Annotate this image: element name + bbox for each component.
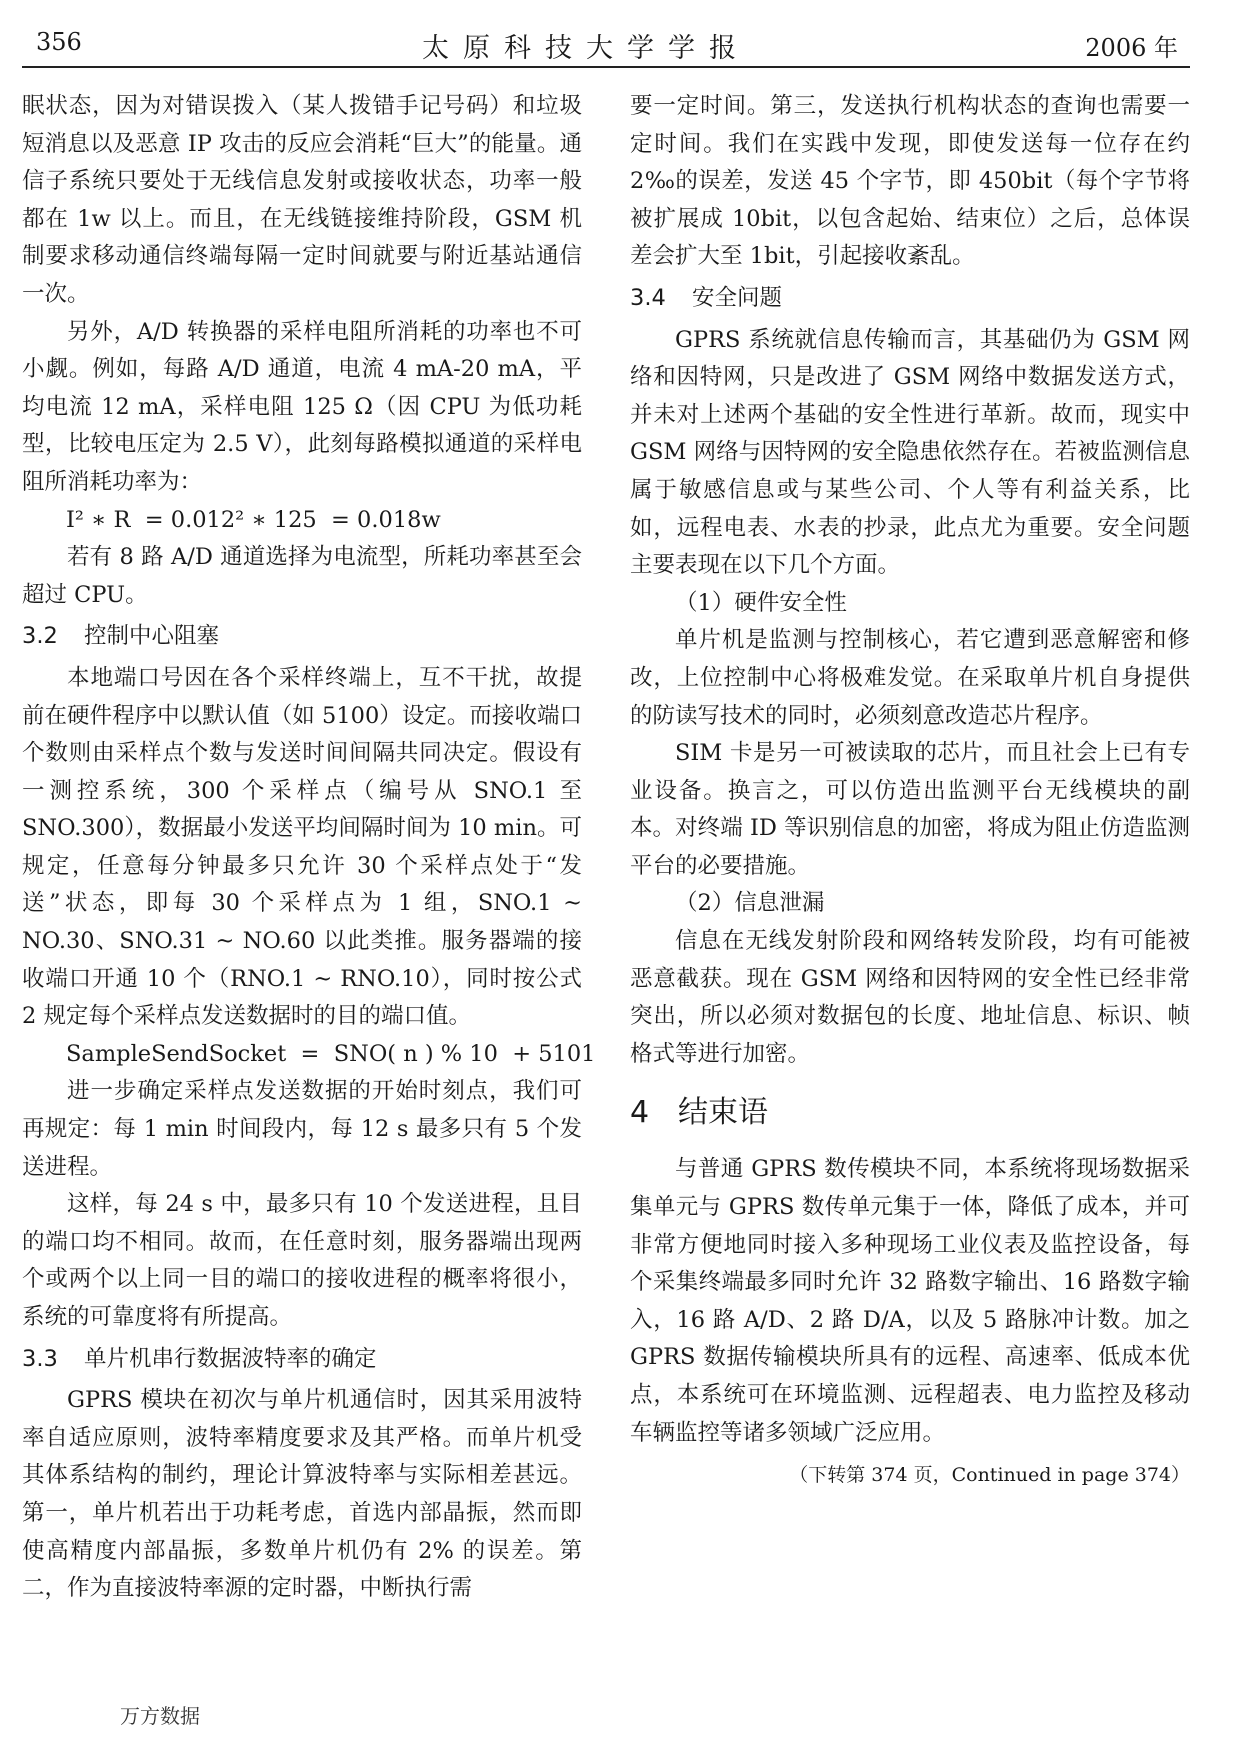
paragraph: 另外，A/D 转换器的采样电阻所消耗的功率也不可小觑。例如，每路 A/D 通道，电流 4 mA-20 mA，平均电流 12 mA，采样电阻 125 Ω（因 CPU 为低功耗型，比较电压定为 2.5 V），此刻每路模拟通道的采样电阻所消耗功率为： <box>22 318 582 495</box>
paragraph: 若有 8 路 A/D 通道选择为电流型，所耗功率甚至会超过 CPU。 <box>22 544 582 608</box>
section-heading-3-3 <box>22 1341 582 1379</box>
section-title: 单片机串行数据波特率的确定 <box>84 1345 377 1372</box>
section-number: 3.3 <box>22 1345 58 1372</box>
socket-formula: SampleSendSocket = SNO( n ) % 10 + 5101 <box>66 1040 596 1067</box>
paragraph: 单片机是监测与控制核心，若它遭到恶意解密和修改，上位控制中心将极难发觉。在采取单片机自身提供的防读写技术的同时，必须刻意改造芯片程序。 <box>630 627 1190 729</box>
paragraph: 信息在无线发射阶段和网络转发阶段，均有可能被恶意截获。现在 GSM 网络和因特网的安全性已经非常突出，所以必须对数据包的长度、地址信息、标识、帧格式等进行加密。 <box>630 928 1190 1067</box>
left-column <box>22 88 596 1608</box>
paragraph: GPRS 系统就信息传输而言，其基础仍为 GSM 网络和因特网，只是改进了 GSM 网络中数据发送方式，并未对上述两个基础的安全性进行革新。故而，现实中 GSM 网络与因特网的安全隐患依然存在。若被监测信息属于敏感信息或与某些公司、个人等有利益关系，比如，远程电表、水表的抄录，此点尤为重要。安全问题主要表现在以下几个方面。 <box>630 326 1190 579</box>
journal-title: 太原科技大学学报 <box>422 33 750 64</box>
right-column <box>630 88 1190 1490</box>
paragraph: 与普通 GPRS 数传模块不同，本系统将现场数据采集单元与 GPRS 数传单元集于一体，降低了成本，并可非常方便地同时接入多种现场工业仪表及监控设备，每个采集终端最多同时允许 32 路数字输出、16 路数字输入，16 路 A/D、2 路 D/A，以及 5 路脉冲计数。加之 GPRS 数据传输模块所具有的远程、高速率、低成本优点，本系统可在环境监测、远程超表、电力监控及移动车辆监控等诸多领域广泛应用。 <box>630 1156 1190 1446</box>
paragraph: 本地端口号因在各个采样终端上，互不干扰，故提前在硬件程序中以默认值（如 5100）设定。而接收端口个数则由采样点个数与发送时间间隔共同决定。假设有一测控系统，300 个采样点（编号从 SNO.1 至 SNO.300），数据最小发送平均间隔时间为 10 min。可规定，任意每分钟最多只允许 30 个采样点处于“发送”状态，即每 30 个采样点为 1 组，SNO.1 ~ NO.30、SNO.31 ~ NO.60 以此类推。服务器端的接收端口开通 10 个（RNO.1 ~ RNO.10），同时按公式 2 规定每个采样点发送数据时的目的端口值。 <box>22 664 582 1030</box>
subheading-hardware-security: （1）硬件安全性 <box>675 589 847 616</box>
section-number: 3.4 <box>630 284 666 311</box>
section-title: 安全问题 <box>692 284 783 311</box>
header-rule <box>22 66 1190 68</box>
section-heading-4 <box>630 1089 1190 1137</box>
paragraph: 要一定时间。第三，发送执行机构状态的查询也需要一定时间。我们在实践中发现，即使发送每一位存在约 2‰的误差，发送 45 个字节，即 450bit（每个字节将被扩展成 10bit，以包含起始、结束位）之后，总体误差会扩大至 1bit，引起接收紊乱。 <box>630 93 1190 270</box>
subheading-information-leak: （2）信息泄漏 <box>675 890 825 917</box>
section-number: 4 <box>630 1095 650 1131</box>
section-number: 3.2 <box>22 623 58 650</box>
section-heading-3-4 <box>630 280 1190 318</box>
paragraph: 这样，每 24 s 中，最多只有 10 个发送进程，且目的端口均不相同。故而，在任意时刻，服务器端出现两个或两个以上同一目的端口的接收进程的概率将很小，系统的可靠度将有所提高。 <box>22 1191 582 1330</box>
watermark: 万方数据 <box>120 1704 200 1728</box>
power-formula: I² ∗ R = 0.012² ∗ 125 = 0.018w <box>66 506 441 533</box>
publication-year: 2006 年 <box>1085 34 1178 62</box>
paragraph: 眠状态，因为对错误拨入（某人拨错手记号码）和垃圾短消息以及恶意 IP 攻击的反应会消耗“巨大”的能量。通信子系统只要处于无线信息发射或接收状态，功率一般都在 1w 以上。而且，在无线链接维持阶段，GSM 机制要求移动通信终端每隔一定时间就要与附近基站通信一次。 <box>22 93 582 307</box>
paragraph: GPRS 模块在初次与单片机通信时，因其采用波特率自适应原则，波特率精度要求及其严格。而单片机受其体系结构的制约，理论计算波特率与实际相差甚远。第一，单片机若出于功耗考虑，首选内部晶振，然而即使高精度内部晶振，多数单片机仍有 2% 的误差。第二，作为直接波特率源的定时器，中断执行需 <box>22 1387 582 1602</box>
running-header <box>22 22 1192 66</box>
continued-note: （下转第 374 页，Continued in page 374） <box>789 1464 1190 1487</box>
paragraph: 进一步确定采样点发送数据的开始时刻点，我们可再规定：每 1 min 时间段内，每 12 s 最多只有 5 个发送进程。 <box>22 1078 582 1180</box>
paragraph: SIM 卡是另一可被读取的芯片，而且社会上已有专业设备。换言之，可以仿造出监测平台无线模块的副本。对终端 ID 等识别信息的加密，将成为阻止仿造监测平台的必要措施。 <box>630 740 1190 879</box>
page-number: 356 <box>36 28 82 56</box>
section-title: 控制中心阻塞 <box>84 623 220 650</box>
section-title: 结束语 <box>678 1095 768 1131</box>
section-heading-3-2 <box>22 618 582 656</box>
